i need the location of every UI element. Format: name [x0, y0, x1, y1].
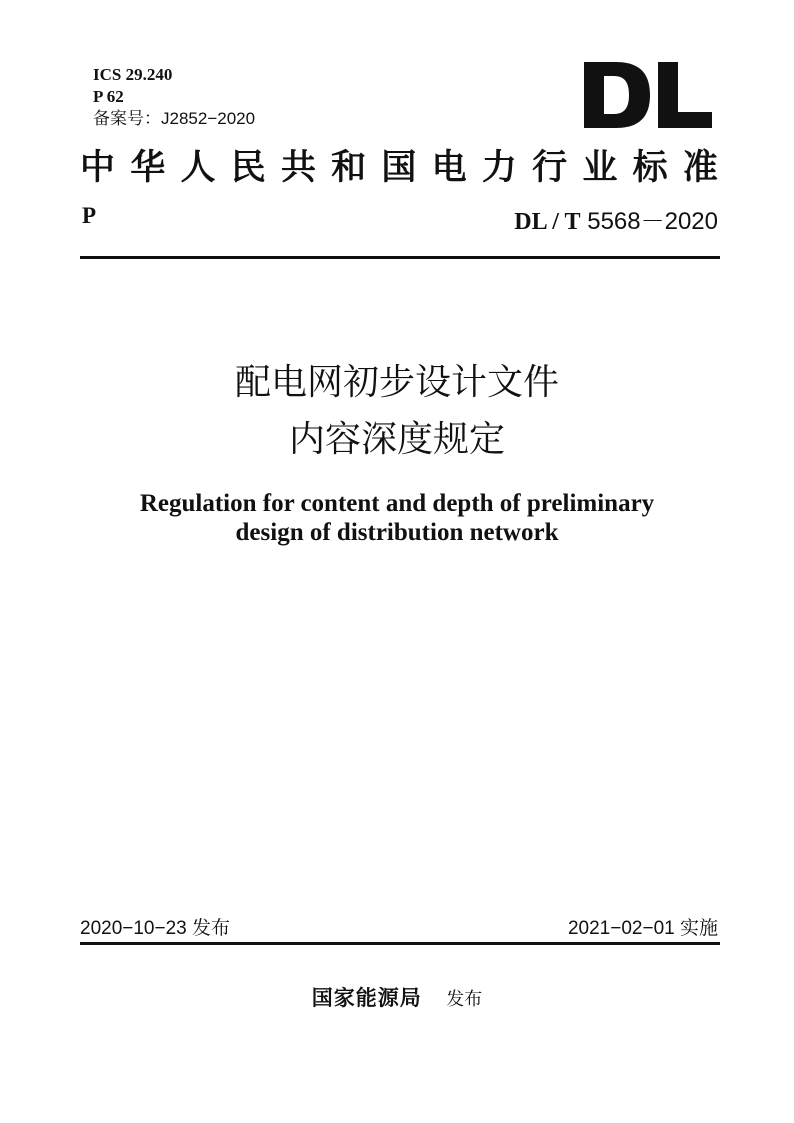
dl-logo: [584, 62, 712, 128]
heading-char: 国: [381, 147, 417, 188]
heading-char: 标: [632, 147, 668, 188]
standard-code-prefix: DL / T: [514, 209, 581, 235]
industry-standard-heading: [80, 148, 718, 188]
heading-char: 和: [331, 147, 367, 188]
heading-char: 力: [481, 147, 517, 188]
heading-char: 人: [180, 147, 216, 188]
record-number: 备案号：J2852−2020: [93, 109, 256, 128]
heading-char: 电: [431, 147, 467, 188]
english-title-line-1: Regulation for content and depth of preliminary: [139, 490, 655, 517]
publisher-action: 发布: [446, 989, 483, 1010]
implementation-date: 2021−02−01 实施: [567, 918, 718, 939]
bottom-divider: [80, 942, 720, 945]
heading-char: 华: [130, 147, 166, 188]
heading-char: 准: [682, 147, 718, 188]
english-title-line-2: design of distribution network: [235, 519, 559, 546]
publisher: [0, 982, 794, 1012]
heading-char: 业: [582, 147, 618, 188]
heading-char: 民: [230, 147, 266, 188]
issue-date: 2020−10−23 发布: [80, 918, 231, 939]
standard-meta: [93, 64, 255, 130]
standard-code-number: 5568－2020: [587, 208, 718, 235]
top-divider: [80, 256, 720, 259]
chinese-title-line-1: 配电网初步设计文件: [234, 362, 559, 403]
ics-code: ICS 29.240: [93, 65, 173, 84]
standard-code: [514, 201, 718, 236]
dl-logo-l: [658, 62, 712, 128]
publisher-org: 国家能源局: [311, 985, 422, 1010]
dl-logo-d: [584, 62, 650, 128]
heading-char: 中: [80, 147, 116, 188]
category-letter: P: [82, 203, 97, 228]
heading-char: 行: [532, 147, 568, 188]
classification-code: P 62: [93, 87, 124, 106]
heading-char: 共: [280, 147, 316, 188]
chinese-title-line-2: 内容深度规定: [288, 419, 505, 460]
